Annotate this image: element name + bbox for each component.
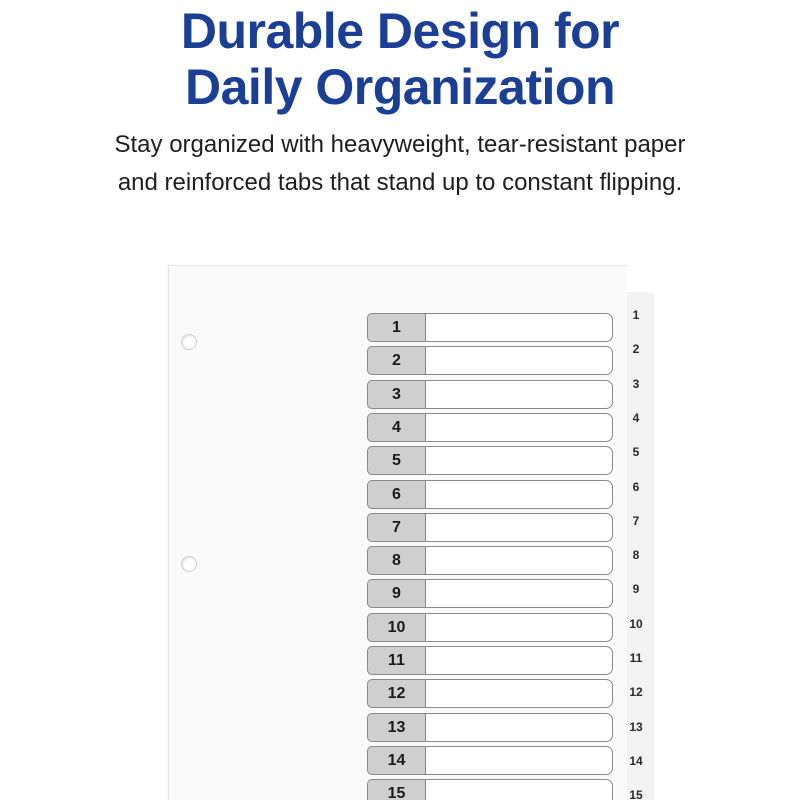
toc-number: 13 — [367, 713, 425, 742]
toc-number: 14 — [367, 746, 425, 775]
subtitle-line-1: Stay organized with heavyweight, tear-resistant paper — [114, 131, 686, 158]
toc-number: 11 — [367, 646, 425, 675]
toc-writing-line — [425, 480, 613, 509]
punch-hole-top — [181, 334, 197, 350]
toc-writing-line — [425, 446, 613, 475]
subtitle-line-2: and reinforced tabs that stand up to constant flipping. — [117, 169, 683, 196]
toc-row — [367, 646, 613, 675]
toc-number: 7 — [367, 513, 425, 542]
side-tab-label: 7 — [632, 513, 640, 528]
toc-row — [367, 779, 613, 800]
toc-row — [367, 613, 613, 642]
side-tab-label: 8 — [632, 548, 640, 563]
toc-number: 6 — [367, 480, 425, 509]
toc-writing-line — [425, 546, 613, 575]
headline-line-2: Daily Organization — [185, 59, 615, 115]
toc-writing-line — [425, 713, 613, 742]
toc-row — [367, 380, 613, 409]
toc-number: 3 — [367, 380, 425, 409]
toc-number: 2 — [367, 346, 425, 375]
side-tab-label: 3 — [632, 376, 640, 391]
toc-row — [367, 446, 613, 475]
side-tab-label: 6 — [632, 479, 640, 494]
side-tab-label: 13 — [629, 719, 643, 734]
side-tab-label: 10 — [629, 616, 643, 631]
toc-row — [367, 746, 613, 775]
toc-number: 9 — [367, 579, 425, 608]
side-tab-label: 4 — [632, 410, 640, 425]
toc-row — [367, 579, 613, 608]
side-tab-label: 5 — [632, 445, 640, 460]
side-tab-label: 15 — [629, 788, 643, 800]
toc-row — [367, 513, 613, 542]
toc-number: 4 — [367, 413, 425, 442]
divider-illustration — [0, 240, 800, 800]
toc-writing-line — [425, 413, 613, 442]
headline-line-1: Durable Design for — [180, 3, 620, 59]
toc-row — [367, 413, 613, 442]
toc-writing-line — [425, 646, 613, 675]
side-tab-label: 12 — [629, 685, 643, 700]
toc-writing-line — [425, 380, 613, 409]
toc-number: 15 — [367, 779, 425, 800]
toc-row — [367, 679, 613, 708]
toc-writing-line — [425, 313, 613, 342]
toc-number: 1 — [367, 313, 425, 342]
punch-hole-middle — [181, 556, 197, 572]
side-tab-label: 9 — [632, 582, 640, 597]
toc-number: 12 — [367, 679, 425, 708]
toc-writing-line — [425, 513, 613, 542]
toc-writing-line — [425, 679, 613, 708]
toc-writing-line — [425, 613, 613, 642]
side-tab-label: 11 — [629, 651, 643, 665]
toc-row — [367, 480, 613, 509]
toc-row — [367, 546, 613, 575]
side-tab-label: 1 — [632, 308, 640, 322]
side-tab-label: 14 — [629, 753, 643, 768]
toc-number: 10 — [367, 613, 425, 642]
toc-number: 8 — [367, 546, 425, 575]
toc-writing-line — [425, 579, 613, 608]
side-tab-label: 2 — [632, 342, 640, 357]
toc-row — [367, 713, 613, 742]
toc-row — [367, 346, 613, 375]
toc-writing-line — [425, 779, 613, 800]
toc-row — [367, 313, 613, 342]
toc-writing-line — [425, 346, 613, 375]
toc-number: 5 — [367, 446, 425, 475]
toc-writing-line — [425, 746, 613, 775]
